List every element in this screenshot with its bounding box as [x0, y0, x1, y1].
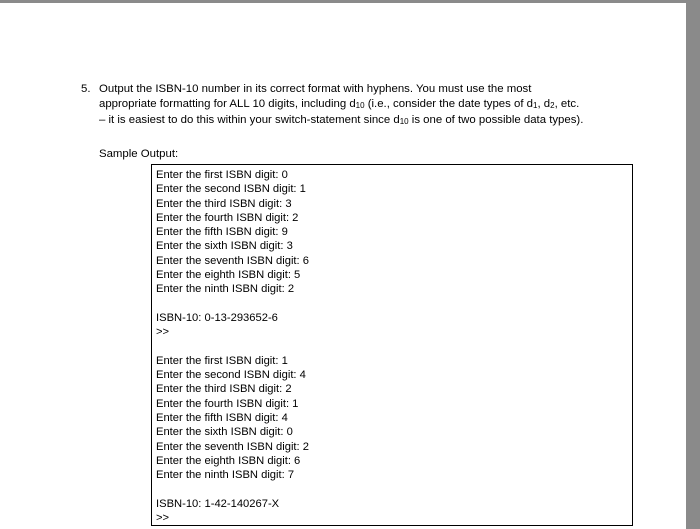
item-line-2-part-d: , etc.	[554, 97, 580, 110]
output-line: Enter the sixth ISBN digit: 0	[156, 426, 293, 439]
output-line: Enter the fourth ISBN digit: 2	[156, 211, 299, 224]
blank-line	[156, 340, 632, 354]
right-scroll-gutter	[686, 0, 700, 529]
item-text	[99, 82, 639, 130]
item-line-2	[99, 97, 639, 114]
item-line-2-part-b: (i.e., consider the date types of d	[364, 97, 533, 110]
output-line: Enter the eighth ISBN digit: 5	[156, 269, 301, 282]
output-line: Enter the third ISBN digit: 3	[156, 197, 292, 210]
output-line: Enter the first ISBN digit: 0	[156, 169, 288, 181]
top-border	[0, 0, 700, 3]
isbn-result-2: ISBN-10: 1-42-140267-X	[156, 497, 280, 510]
subscript-2: 2	[550, 100, 555, 110]
sample-output-label: Sample Output:	[99, 148, 179, 160]
subscript-1: 1	[533, 100, 538, 110]
output-line: Enter the ninth ISBN digit: 7	[156, 469, 295, 482]
item-line-2-part-c: , d	[537, 97, 551, 110]
item-number: 5.	[81, 83, 91, 95]
output-line: Enter the fifth ISBN digit: 9	[156, 226, 288, 239]
output-line: Enter the seventh ISBN digit: 2	[156, 440, 309, 453]
output-line: Enter the eighth ISBN digit: 6	[156, 454, 301, 467]
output-line: Enter the first ISBN digit: 1	[156, 354, 288, 367]
blank-line	[156, 297, 632, 311]
item-line-3-part-a: – it is easiest to do this within your switch-statement since d	[99, 114, 400, 126]
output-line: Enter the fourth ISBN digit: 1	[156, 397, 299, 410]
output-line: Enter the third ISBN digit: 2	[156, 383, 292, 396]
subscript-10: 10	[355, 100, 365, 110]
prompt-2: >>	[156, 512, 170, 525]
output-line: Enter the second ISBN digit: 4	[156, 369, 306, 382]
blank-line	[156, 483, 632, 497]
item-line-2-part-a: appropriate formatting for ALL 10 digits, including d	[99, 97, 356, 110]
subscript-10: 10	[399, 117, 409, 126]
sample-output-box	[151, 164, 633, 526]
output-line: Enter the ninth ISBN digit: 2	[156, 283, 295, 296]
output-line: Enter the second ISBN digit: 1	[156, 183, 306, 196]
item-line-1: Output the ISBN-10 number in its correct format with hyphens. You must use the most	[99, 83, 532, 95]
prompt-1: >>	[156, 326, 170, 339]
isbn-result-1: ISBN-10: 0-13-293652-6	[156, 311, 278, 324]
output-line: Enter the sixth ISBN digit: 3	[156, 240, 293, 253]
output-line: Enter the seventh ISBN digit: 6	[156, 254, 309, 267]
item-line-3	[99, 113, 639, 130]
output-line: Enter the fifth ISBN digit: 4	[156, 412, 288, 425]
item-line-3-part-b: is one of two possible data types).	[408, 114, 584, 126]
